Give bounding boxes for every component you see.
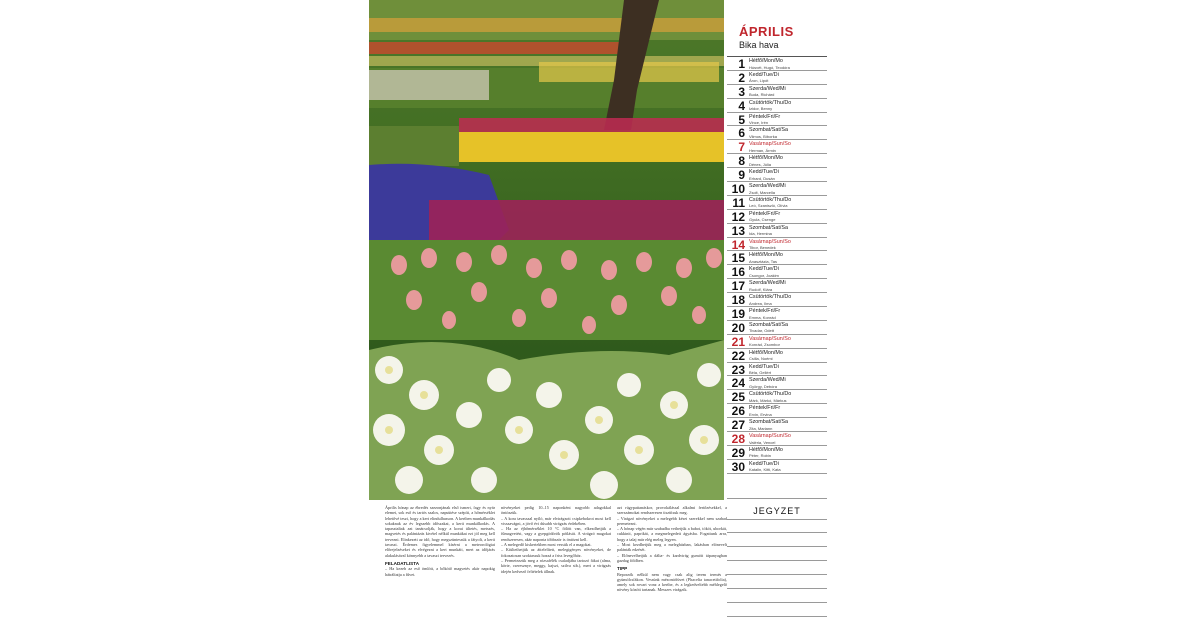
name-day-names: Vince, Irén bbox=[749, 120, 769, 126]
paragraph: azt rügypattanáskor, provokálással alkalmi fertőzésekkel, a szerszámokat rendszeresen tisztítsuk meg. bbox=[617, 505, 727, 516]
day-name: Vasárnap/Sun/So bbox=[749, 238, 791, 245]
month-subtitle: Bika hava bbox=[739, 40, 779, 50]
name-day-names: Vilmos, Bíborka bbox=[749, 133, 777, 139]
notes-section bbox=[727, 498, 827, 630]
day-number: 4 bbox=[738, 98, 745, 113]
day-name: Vasárnap/Sun/So bbox=[749, 141, 791, 148]
day-number: 14 bbox=[731, 237, 745, 252]
calendar-day-row bbox=[727, 196, 827, 210]
calendar-day-row bbox=[727, 238, 827, 252]
note-line bbox=[727, 602, 827, 603]
calendar-day-row bbox=[727, 293, 827, 307]
name-day-names: Tivadar, Odett bbox=[749, 328, 774, 334]
day-name: Csütörtök/Thu/Do bbox=[749, 294, 792, 301]
calendar-day-row bbox=[727, 99, 827, 113]
calendar-day-row bbox=[727, 321, 827, 335]
name-day-names: Márk, Márkó, Márkus bbox=[749, 397, 787, 403]
name-day-names: Leó, Szaniszló, Olívia bbox=[749, 203, 788, 209]
day-name: Péntek/Fri/Fr bbox=[749, 210, 781, 217]
day-name: Szombat/Sat/Sa bbox=[749, 419, 788, 426]
name-day-names: Herman, Ármin bbox=[749, 147, 776, 153]
paragraph: Április hónap az ébredés szezonjának első ismert, fagy és nyár elemei, sok eső és tartós szalos, napsütése szépíti, a hőmérséklet lehetővé teszi, hogy a kert elindulhasson. A kertben munkálkodás sokaknak az év legszebb időszakai, a kerti munkálkodás. A tapasztaltak azt tanácsolják, hogy a korai ültetés, metszés, magvetés és palántázás kivétel nélkül munkákat ezt jól meg kell tervezni. Elinkezett az idő, hogy megszüntessük a fátyolt, a kerti tavaszt. Érdemes figyelemmel kísérni a meteorológiai előrejelzéseket és elvégezni a kert munkáit, mert az időjárás alakulásával könnyebb a tavaszi tervezés. bbox=[385, 505, 495, 558]
calendar-day-row bbox=[727, 154, 827, 168]
name-day-names: Dénes, Júlia bbox=[749, 161, 772, 167]
day-number: 15 bbox=[731, 251, 745, 266]
calendar-day-row bbox=[727, 168, 827, 182]
name-day-names: Gyula, Csenge bbox=[749, 217, 776, 223]
day-name: Kedd/Tue/Di bbox=[749, 266, 779, 273]
paragraph: – Kiültethetjük az áttelelített, melegigényes növényeket, de fokozatosan szoktassuk hozzá a friss levegőhöz. bbox=[501, 547, 611, 558]
paragraph: – Most kezdhetjük meg a melegházban, lakásban elönevelt palánták edzését. bbox=[617, 542, 727, 553]
note-line bbox=[727, 546, 827, 547]
note-line bbox=[727, 519, 827, 520]
day-name: Péntek/Fri/Fr bbox=[749, 405, 781, 412]
day-number: 7 bbox=[738, 140, 745, 155]
paragraph: – Előnevelhetjük a dália- és kardvirág gumóit tápanyagban gazdag földben. bbox=[617, 552, 727, 563]
calendar-day-row bbox=[727, 224, 827, 238]
calendar-day-row bbox=[727, 57, 827, 71]
day-number: 5 bbox=[738, 112, 745, 127]
name-day-names: Andrea, Ilma bbox=[749, 300, 772, 306]
calendar-day-row bbox=[727, 376, 827, 390]
day-number: 28 bbox=[731, 432, 745, 447]
name-day-names: Ida, Hermina bbox=[749, 231, 772, 237]
calendar-column bbox=[727, 0, 827, 500]
calendar-day-row bbox=[727, 71, 827, 85]
day-number: 11 bbox=[732, 195, 745, 210]
day-name: Péntek/Fri/Fr bbox=[749, 308, 781, 315]
day-number: 6 bbox=[738, 126, 745, 141]
day-number: 29 bbox=[731, 445, 745, 460]
name-day-names: Valéria, Vencel bbox=[749, 439, 776, 445]
name-day-names: György, Debóra bbox=[749, 383, 777, 389]
note-line bbox=[727, 588, 827, 589]
section-heading: FELADATLISTA bbox=[385, 560, 420, 566]
day-number: 12 bbox=[731, 209, 745, 224]
paragraph: – Ha az éjhőmérséklet 10 °C fölött van, elkezdhetjük a fűmagvetést, vagy a gyepgödörök pótlását. A virágzó magokat rendszeresen, akár naponta többször is öntözni kell. bbox=[501, 526, 611, 542]
day-number: 20 bbox=[731, 320, 745, 335]
day-number: 16 bbox=[731, 265, 745, 280]
calendar-day-row bbox=[727, 210, 827, 224]
name-day-names: Konrád, Zsombor bbox=[749, 342, 780, 348]
day-name: Vasárnap/Sun/So bbox=[749, 433, 791, 440]
day-name: Szerda/Wed/Mi bbox=[749, 377, 786, 384]
day-name: Kedd/Tue/Di bbox=[749, 71, 779, 78]
paragraph: növényeket pedig 10–15 naponként nagyobb adagokkal öntözzük. bbox=[501, 505, 611, 516]
name-day-names: Rudolf, Klára bbox=[749, 286, 773, 292]
day-list bbox=[727, 57, 827, 474]
day-number: 2 bbox=[738, 70, 745, 85]
name-day-names: Erhard, Dusán bbox=[749, 175, 775, 181]
name-day-names: Ervin, Ervina bbox=[749, 411, 772, 417]
day-number: 13 bbox=[731, 223, 745, 238]
calendar-day-row bbox=[727, 404, 827, 418]
day-name: Szerda/Wed/Mi bbox=[749, 183, 786, 190]
calendar-day-row bbox=[727, 251, 827, 265]
day-name: Szombat/Sat/Sa bbox=[749, 224, 788, 231]
day-number: 1 bbox=[738, 57, 745, 71]
calendar-day-row bbox=[727, 140, 827, 154]
day-number: 9 bbox=[738, 168, 745, 183]
calendar-day-row bbox=[727, 460, 827, 474]
calendar-day-row bbox=[727, 307, 827, 321]
day-name: Szombat/Sat/Sa bbox=[749, 127, 788, 134]
calendar-day-row bbox=[727, 418, 827, 432]
day-number: 21 bbox=[731, 334, 745, 349]
day-name: Hétfő/Mon/Mo bbox=[749, 155, 783, 162]
day-name: Hétfő/Mon/Mo bbox=[749, 446, 783, 453]
note-line bbox=[727, 532, 827, 533]
text-column-1 bbox=[385, 505, 495, 577]
day-name: Csütörtök/Thu/Do bbox=[749, 99, 792, 106]
name-day-names: Péter, Robin bbox=[749, 453, 772, 459]
article-text bbox=[385, 505, 727, 630]
paragraph: – Permetezzük meg a rózsafélék csaladjába tartozó fákat (alma, körte, cseresznye, meggy, kajszi, szilva stb.), mert a virágzás idején kedvező feltételek állnak. bbox=[501, 557, 611, 574]
name-day-names: Zita, Mariann bbox=[749, 425, 773, 431]
note-line bbox=[727, 560, 827, 561]
calendar-day-row bbox=[727, 390, 827, 404]
month-title: ÁPRILIS bbox=[739, 24, 794, 39]
calendar-day-row bbox=[727, 363, 827, 377]
name-day-names: Csilla, Noémi bbox=[749, 356, 773, 362]
note-line bbox=[727, 574, 827, 575]
section-heading: TIPP bbox=[617, 566, 628, 572]
notes-title: JEGYZET bbox=[753, 506, 801, 516]
name-day-names: Buda, Richárd bbox=[749, 92, 775, 98]
name-day-names: Csongor, Joakim bbox=[749, 272, 779, 278]
day-number: 17 bbox=[731, 279, 745, 294]
day-name: Kedd/Tue/Di bbox=[749, 363, 779, 370]
day-number: 23 bbox=[731, 362, 745, 377]
day-number: 8 bbox=[738, 154, 745, 169]
day-name: Vasárnap/Sun/So bbox=[749, 335, 791, 342]
paragraph: – Virágzó növényeket a melegebb kései szerekkel nem szabad permetezni. bbox=[617, 515, 727, 526]
calendar-day-row bbox=[727, 446, 827, 460]
day-name: Péntek/Fri/Fr bbox=[749, 113, 781, 120]
calendar-day-row bbox=[727, 432, 827, 446]
day-number: 19 bbox=[731, 307, 745, 322]
text-column-2 bbox=[501, 505, 611, 574]
day-number: 30 bbox=[731, 459, 745, 474]
day-name: Csütörtök/Thu/Do bbox=[749, 391, 792, 398]
name-day-names: Béla, Gellért bbox=[749, 370, 772, 376]
day-number: 26 bbox=[731, 404, 745, 419]
calendar-day-row bbox=[727, 349, 827, 363]
calendar-page bbox=[369, 0, 827, 630]
tulip-garden-image bbox=[369, 0, 724, 500]
tulip-garden-photo bbox=[369, 0, 724, 500]
calendar-day-row bbox=[727, 85, 827, 99]
day-name: Hétfő/Mon/Mo bbox=[749, 58, 783, 64]
day-name: Szerda/Wed/Mi bbox=[749, 280, 786, 287]
divider bbox=[727, 498, 827, 499]
name-day-names: Húsvét, Hugó, Teodóra bbox=[749, 64, 790, 70]
paragraph: – A hónap végén már szabadba vethetjük a babot, tököt, uborkát, cukkinit, paprikát, a megmelegedett ágyásba. Fogattunk arra, hogy a talaj már elég meleg legyen. bbox=[617, 526, 727, 542]
day-name: Hétfő/Mon/Mo bbox=[749, 349, 783, 356]
name-day-names: Anasztázia, Tas bbox=[749, 258, 777, 264]
paragraph: – A melegedő kiskertekben most vessük el a magokat. bbox=[501, 542, 592, 548]
day-number: 22 bbox=[731, 348, 745, 363]
day-number: 18 bbox=[731, 293, 745, 308]
paragraph: Beporzók nélkül nem vagy csak alig terem termés a gyümölcsfákon. Vessünk mézontófüvet (Phacelia tanacetifolia), amely sok rovart vonz a kertbe, és a legkedveltebb méhlegelő növény között tartanak. Messzes virágzik. bbox=[617, 571, 727, 593]
day-number: 24 bbox=[731, 376, 745, 391]
calendar-day-row bbox=[727, 265, 827, 279]
name-day-names: Áron, Lipót bbox=[749, 78, 769, 84]
day-number: 25 bbox=[731, 390, 745, 405]
day-name: Hétfő/Mon/Mo bbox=[749, 252, 783, 259]
day-name: Kedd/Tue/Di bbox=[749, 460, 779, 467]
day-number: 3 bbox=[738, 84, 745, 99]
day-number: 10 bbox=[731, 182, 745, 197]
day-number: 27 bbox=[731, 418, 745, 433]
note-line bbox=[727, 616, 827, 617]
name-day-names: Izidor, Benny bbox=[749, 106, 773, 112]
calendar-day-row bbox=[727, 113, 827, 127]
day-name: Szombat/Sat/Sa bbox=[749, 321, 788, 328]
calendar-day-row bbox=[727, 279, 827, 293]
name-day-names: Zsolt, Marcella bbox=[749, 189, 776, 195]
day-name: Csütörtök/Thu/Do bbox=[749, 196, 792, 203]
day-name: Szerda/Wed/Mi bbox=[749, 85, 786, 92]
paragraph: – A kora tavasszal nyíló, már elvirágzott csipkebokrot most kell visszavágni, a jövő évi dúsabb virágzás érdekében. bbox=[501, 515, 611, 526]
calendar-day-row bbox=[727, 335, 827, 349]
name-day-names: Emma, Konrád bbox=[749, 314, 776, 320]
name-day-names: Tibor, Benedek bbox=[749, 245, 776, 251]
paragraph: – Ha kezeb az eső ömlött, a bőkötő magvetés akár napokig hátráltatja a fűvet. bbox=[385, 566, 495, 577]
name-day-names: Katalin, Kitti, Kata bbox=[749, 467, 781, 473]
day-name: Kedd/Tue/Di bbox=[749, 169, 779, 176]
calendar-day-row bbox=[727, 182, 827, 196]
calendar-day-row bbox=[727, 126, 827, 140]
text-column-3 bbox=[617, 505, 727, 593]
